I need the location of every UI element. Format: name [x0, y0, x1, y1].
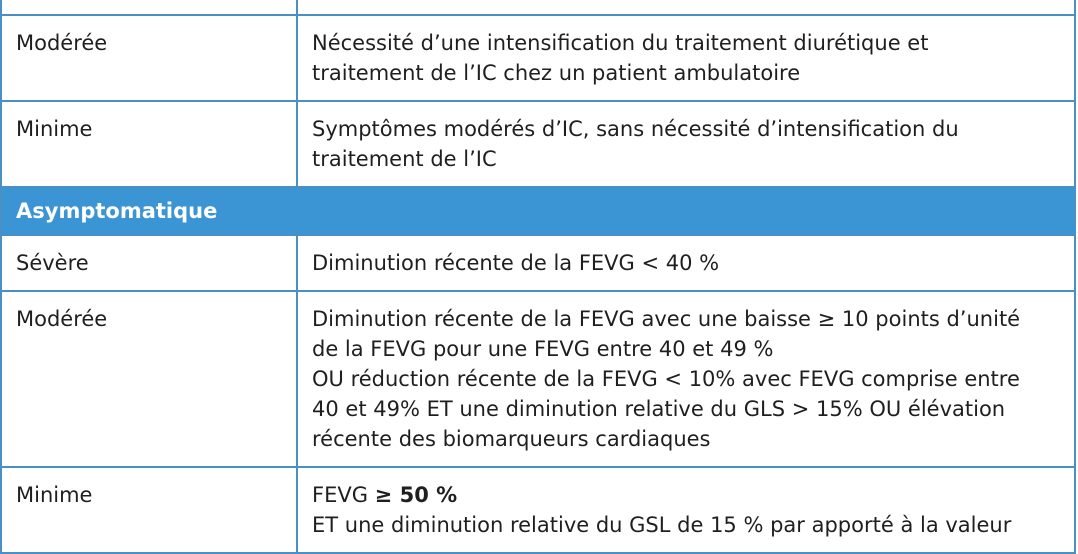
description-line: 40 et 49% ET une diminution relative du GLS > 15% OU élévation — [312, 397, 1006, 421]
table-row — [2, 292, 1074, 468]
description-line: récente des biomarqueurs cardiaques — [312, 427, 711, 451]
severity-cell: Sévère — [2, 236, 298, 290]
description-cell — [298, 468, 1074, 552]
table-row — [2, 236, 1074, 292]
description-line: Diminution récente de la FEVG avec une baisse ≥ 10 points d’unité — [312, 307, 1021, 331]
table-row — [2, 102, 1074, 188]
severity-cell: Modérée — [2, 292, 298, 466]
description-bold-value: ≥ 50 % — [374, 483, 458, 507]
description-line: Diminution récente de la FEVG < 40 % — [312, 251, 720, 275]
section-header: Asymptomatique — [2, 188, 1074, 236]
description-line — [312, 480, 1060, 510]
severity-cell: Minime — [2, 102, 298, 186]
table-row — [2, 16, 1074, 102]
description-cell — [298, 236, 1074, 290]
description-line: Nécessité d’une intensification du traitement diurétique et — [312, 31, 929, 55]
description-line: traitement de l’IC — [312, 147, 497, 171]
table-row — [2, 468, 1074, 554]
table-row-partial — [2, 0, 1074, 16]
description-line: ET une diminution relative du GSL de 15 % par apporté à la valeur — [312, 513, 1012, 537]
description-cell — [298, 102, 1074, 186]
table-cell-empty — [2, 0, 298, 14]
description-line: traitement de l’IC chez un patient ambulatoire — [312, 61, 801, 85]
description-cell — [298, 292, 1074, 466]
severity-cell: Minime — [2, 468, 298, 552]
description-cell — [298, 16, 1074, 100]
description-line: Symptômes modérés d’IC, sans nécessité d’intensification du — [312, 117, 959, 141]
severity-cell: Modérée — [2, 16, 298, 100]
description-prefix: FEVG — [312, 483, 375, 507]
description-line: de la FEVG pour une FEVG entre 40 et 49 % — [312, 337, 774, 361]
description-line: OU réduction récente de la FEVG < 10% avec FEVG comprise entre — [312, 367, 1020, 391]
